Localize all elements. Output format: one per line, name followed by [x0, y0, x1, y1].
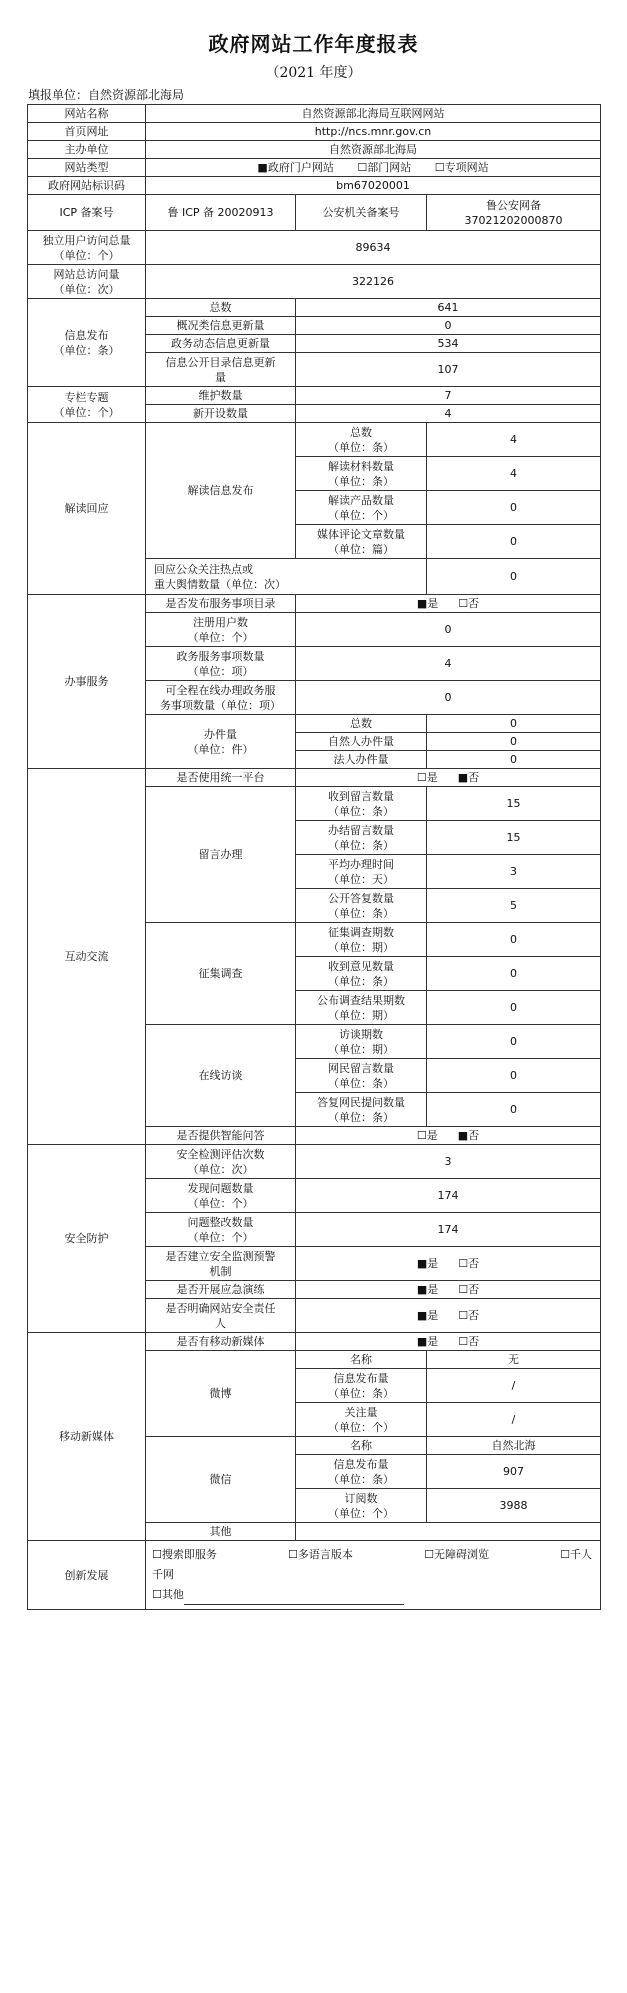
option-yes: ■是	[416, 1335, 439, 1348]
msg-reply: 5	[427, 889, 601, 923]
survey-results-label	[296, 991, 427, 1025]
label-line: 机制	[209, 1264, 232, 1278]
checkbox-empty-icon: ☐	[434, 161, 445, 174]
info-label-line: 信息发布	[64, 328, 109, 342]
innovation-options	[146, 1541, 601, 1610]
checkbox-empty-icon: ☐	[357, 161, 368, 174]
pv-label-unit: （单位：次）	[53, 282, 120, 296]
icp-number: 鲁 ICP 备 20020913	[146, 195, 296, 231]
option-no: ☐否	[458, 1257, 480, 1270]
info-open-line: 信息公开目录信息更新	[165, 355, 276, 369]
uv-label-unit: （单位：个）	[53, 248, 120, 262]
wechat-label: 微信	[146, 1437, 296, 1523]
label-unit: （单位：条）	[328, 974, 394, 988]
site-type-options	[146, 159, 601, 177]
label-unit: （单位：天）	[328, 872, 394, 886]
option-yes: ■是	[416, 1309, 439, 1322]
label-line: 重大舆情数量（单位：次）	[154, 577, 286, 591]
mobile-has-label: 是否有移动新媒体	[146, 1333, 296, 1351]
label-unit: （单位：条）	[328, 838, 394, 852]
option-no: ■否	[457, 771, 480, 784]
msg-recv-label	[296, 787, 427, 821]
row-host	[28, 141, 601, 159]
column-new-label: 新开设数量	[146, 405, 296, 423]
service-online-label	[146, 681, 296, 715]
service-items-label	[146, 647, 296, 681]
interpret-respond-label	[146, 559, 427, 595]
row-site-type	[28, 159, 601, 177]
label-line: 公开答复数量	[328, 891, 394, 905]
info-open-label	[146, 353, 296, 387]
talk-msgs: 0	[427, 1059, 601, 1093]
option-yes: ☐是	[416, 1129, 438, 1142]
option-no: ☐否	[458, 1309, 480, 1322]
label-line: 注册用户数	[193, 615, 248, 629]
talk-msgs-label	[296, 1059, 427, 1093]
label-unit: （单位：条）	[328, 906, 394, 920]
label-line: 信息发布量	[333, 1371, 389, 1385]
survey-periods: 0	[427, 923, 601, 957]
type-option-label: 政府门户网站	[267, 161, 334, 174]
innovation-option-qianren-cont: 千网	[152, 1568, 174, 1581]
msg-done-label	[296, 821, 427, 855]
interpret-total-label	[296, 423, 427, 457]
mobile-section-label: 移动新媒体	[28, 1333, 146, 1541]
label-line: 信息发布量	[333, 1457, 389, 1471]
site-name-label: 网站名称	[28, 105, 146, 123]
icp-label: ICP 备案号	[28, 195, 146, 231]
label-line: 回应公众关注热点或	[154, 562, 253, 576]
talk-section-label: 在线访谈	[146, 1025, 296, 1127]
service-catalog-label: 是否发布服务事项目录	[146, 595, 296, 613]
survey-opinions-label	[296, 957, 427, 991]
label-line: 答复网民提问数量	[317, 1095, 405, 1109]
label-unit: （单位：个）	[187, 1196, 254, 1210]
sec-drill-options	[296, 1281, 601, 1299]
uv-label-line: 独立用户访问总量	[42, 233, 131, 247]
label-line: 安全检测评估次数	[176, 1147, 265, 1161]
label-unit: （单位：条）	[328, 474, 394, 488]
survey-opinions: 0	[427, 957, 601, 991]
label-line: 务事项数量（单位：项）	[160, 698, 281, 712]
option-no: ☐否	[458, 1283, 480, 1296]
handle-total: 0	[427, 715, 601, 733]
mobile-other	[296, 1523, 601, 1541]
label-line: 人	[215, 1316, 226, 1330]
column-section-label	[28, 387, 146, 423]
talk-periods: 0	[427, 1025, 601, 1059]
police-number-line: 鲁公安网备	[486, 198, 541, 212]
report-table	[27, 104, 601, 1610]
handle-label	[146, 715, 296, 769]
info-open-line: 量	[215, 370, 226, 384]
label-line: 问题整改数量	[187, 1215, 254, 1229]
label-line: 政务服务事项数量	[176, 649, 265, 663]
type-option-label: 部门网站	[367, 161, 412, 174]
row-sec-checks	[28, 1145, 601, 1179]
info-overview-label: 概况类信息更新量	[146, 317, 296, 335]
service-section-label: 办事服务	[28, 595, 146, 769]
label-line: 访谈期数	[339, 1027, 383, 1041]
site-code: bm67020001	[146, 177, 601, 195]
info-overview: 0	[296, 317, 601, 335]
handle-legal: 0	[427, 751, 601, 769]
column-maintain: 7	[296, 387, 601, 405]
msg-avg-label	[296, 855, 427, 889]
filler-unit	[28, 86, 184, 103]
wechat-posts-label	[296, 1455, 427, 1489]
innovation-option-accessible: ☐无障碍浏览	[424, 1548, 489, 1561]
msg-recv: 15	[427, 787, 601, 821]
service-items: 4	[296, 647, 601, 681]
weibo-label: 微博	[146, 1351, 296, 1437]
type-option-portal	[257, 160, 333, 175]
option-yes: ■是	[416, 1283, 439, 1296]
label-unit: （单位：条）	[328, 1076, 394, 1090]
info-news: 534	[296, 335, 601, 353]
report-year: （2021 年度）	[265, 65, 362, 81]
type-option-label: 专项网站	[444, 161, 489, 174]
wechat-name-label: 名称	[296, 1437, 427, 1455]
sec-monitor-label	[146, 1247, 296, 1281]
interpret-product-label	[296, 491, 427, 525]
innovation-option-other: ☐其他	[152, 1588, 184, 1601]
service-users-label	[146, 613, 296, 647]
survey-results: 0	[427, 991, 601, 1025]
uv-label	[28, 231, 146, 265]
homepage-url: http://ncs.mnr.gov.cn	[146, 123, 601, 141]
wechat-subs: 3988	[427, 1489, 601, 1523]
handle-total-label: 总数	[296, 715, 427, 733]
row-column-maintain	[28, 387, 601, 405]
ai-qa-options	[296, 1127, 601, 1145]
sec-fixed: 174	[296, 1213, 601, 1247]
homepage-label: 首页网址	[28, 123, 146, 141]
info-total-label: 总数	[146, 299, 296, 317]
interpret-section-label: 解读回应	[28, 423, 146, 595]
label-line: 网民留言数量	[328, 1061, 394, 1075]
interaction-section-label: 互动交流	[28, 769, 146, 1145]
interpret-total: 4	[427, 423, 601, 457]
label-line: 是否明确网站安全责任	[165, 1301, 276, 1315]
msg-avg: 3	[427, 855, 601, 889]
label-line: 解读材料数量	[328, 459, 394, 473]
label-unit: （单位：条）	[328, 440, 394, 454]
msg-done: 15	[427, 821, 601, 855]
row-mobile-has	[28, 1333, 601, 1351]
sec-drill-label: 是否开展应急演练	[146, 1281, 296, 1299]
label-line: 媒体评论文章数量	[317, 527, 405, 541]
row-homepage	[28, 123, 601, 141]
sec-resp-label	[146, 1299, 296, 1333]
column-label-unit: （单位：个）	[53, 405, 120, 419]
weibo-name-label: 名称	[296, 1351, 427, 1369]
innovation-section-label: 创新发展	[28, 1541, 146, 1610]
host-unit: 自然资源部北海局	[146, 141, 601, 159]
ai-qa-label: 是否提供智能问答	[146, 1127, 296, 1145]
innovation-option-multilang: ☐多语言版本	[288, 1548, 353, 1561]
service-users: 0	[296, 613, 601, 647]
other-blank-line	[184, 1592, 404, 1605]
column-label-line: 专栏专题	[64, 390, 109, 404]
row-innovation	[28, 1541, 601, 1610]
row-service-catalog	[28, 595, 601, 613]
msg-section-label: 留言办理	[146, 787, 296, 923]
interpret-respond: 0	[427, 559, 601, 595]
label-unit: （单位：条）	[328, 1386, 394, 1400]
label-line: 可全程在线办理政务服	[165, 683, 276, 697]
mobile-has-options	[296, 1333, 601, 1351]
row-platform	[28, 769, 601, 787]
sec-checks: 3	[296, 1145, 601, 1179]
label-unit: （单位：个）	[328, 1506, 394, 1520]
checkbox-checked-icon: ■	[257, 161, 268, 174]
pv-label	[28, 265, 146, 299]
option-no: ☐否	[458, 597, 480, 610]
talk-answers: 0	[427, 1093, 601, 1127]
mobile-other-label: 其他	[146, 1523, 296, 1541]
police-number-line: 37021202000870	[464, 213, 563, 227]
label-line: 关注量	[344, 1405, 378, 1419]
platform-label: 是否使用统一平台	[146, 769, 296, 787]
site-code-label: 政府网站标识码	[28, 177, 146, 195]
interpret-material: 4	[427, 457, 601, 491]
police-number	[427, 195, 601, 231]
label-unit: （单位：个）	[328, 1420, 394, 1434]
label-unit: （单位：期）	[328, 1042, 394, 1056]
report-title: 政府网站工作年度报表	[208, 32, 419, 56]
label-line: 收到意见数量	[328, 959, 394, 973]
label-line: 是否建立安全监测预警	[165, 1249, 276, 1263]
police-label: 公安机关备案号	[296, 195, 427, 231]
label-unit: （单位：期）	[328, 1008, 394, 1022]
innovation-line-1	[152, 1545, 594, 1565]
handle-legal-label: 法人办件量	[296, 751, 427, 769]
survey-periods-label	[296, 923, 427, 957]
label-unit: （单位：条）	[328, 804, 394, 818]
label-line: 办结留言数量	[328, 823, 394, 837]
type-option-special	[435, 160, 489, 175]
info-news-label: 政务动态信息更新量	[146, 335, 296, 353]
label-unit: （单位：期）	[328, 940, 394, 954]
option-no: ☐否	[458, 1335, 480, 1348]
filler-value: 自然资源部北海局	[88, 88, 185, 102]
row-icp	[28, 195, 601, 231]
site-type-label: 网站类型	[28, 159, 146, 177]
label-line: 解读产品数量	[328, 493, 394, 507]
type-option-department	[357, 160, 411, 175]
label-unit: （单位：次）	[187, 1162, 254, 1176]
weibo-name: 无	[427, 1351, 601, 1369]
row-unique-visitors	[28, 231, 601, 265]
label-line: 收到留言数量	[328, 789, 394, 803]
sec-monitor-options	[296, 1247, 601, 1281]
label-line: 办件量	[204, 727, 237, 741]
option-yes: ■是	[416, 1257, 439, 1270]
uv-value: 89634	[146, 231, 601, 265]
weibo-posts: /	[427, 1369, 601, 1403]
filler-label: 填报单位：	[28, 88, 89, 102]
row-site-code	[28, 177, 601, 195]
innovation-line-3	[152, 1585, 594, 1605]
info-open: 107	[296, 353, 601, 387]
pv-label-line: 网站总访问量	[53, 267, 120, 281]
innovation-option-search: ☐搜索即服务	[152, 1548, 217, 1561]
row-interpret-total	[28, 423, 601, 457]
sec-found-label	[146, 1179, 296, 1213]
wechat-name: 自然北海	[427, 1437, 601, 1455]
label-unit: （单位：条）	[328, 1472, 394, 1486]
handle-person: 0	[427, 733, 601, 751]
interpret-publish-label: 解读信息发布	[146, 423, 296, 559]
row-info-total	[28, 299, 601, 317]
weibo-follow: /	[427, 1403, 601, 1437]
label-unit: （单位：个）	[187, 1230, 254, 1244]
host-label: 主办单位	[28, 141, 146, 159]
option-yes: ☐是	[416, 771, 438, 784]
label-line: 平均办理时间	[328, 857, 394, 871]
label-unit: （单位：项）	[187, 664, 254, 678]
service-catalog-options	[296, 595, 601, 613]
service-online: 0	[296, 681, 601, 715]
sec-checks-label	[146, 1145, 296, 1179]
label-line: 发现问题数量	[187, 1181, 254, 1195]
label-unit: （单位：件）	[187, 742, 254, 756]
platform-options	[296, 769, 601, 787]
interpret-media: 0	[427, 525, 601, 559]
option-yes: ■是	[416, 597, 439, 610]
label-unit: （单位：个）	[328, 508, 394, 522]
label-line: 征集调查期数	[328, 925, 394, 939]
msg-reply-label	[296, 889, 427, 923]
weibo-posts-label	[296, 1369, 427, 1403]
row-site-name	[28, 105, 601, 123]
label-line: 公布调查结果期数	[317, 993, 405, 1007]
talk-periods-label	[296, 1025, 427, 1059]
interpret-product: 0	[427, 491, 601, 525]
label-unit: （单位：条）	[328, 1110, 394, 1124]
survey-section-label: 征集调查	[146, 923, 296, 1025]
site-name: 自然资源部北海局互联网网站	[146, 105, 601, 123]
talk-answers-label	[296, 1093, 427, 1127]
innovation-option-qianren: ☐千人	[560, 1548, 593, 1561]
label-line: 总数	[350, 425, 372, 439]
handle-person-label: 自然人办件量	[296, 733, 427, 751]
sec-found: 174	[296, 1179, 601, 1213]
wechat-subs-label	[296, 1489, 427, 1523]
column-maintain-label: 维护数量	[146, 387, 296, 405]
security-section-label: 安全防护	[28, 1145, 146, 1333]
column-new: 4	[296, 405, 601, 423]
wechat-posts: 907	[427, 1455, 601, 1489]
label-unit: （单位：篇）	[328, 542, 394, 556]
pv-value: 322126	[146, 265, 601, 299]
sec-resp-options	[296, 1299, 601, 1333]
label-line: 订阅数	[344, 1491, 378, 1505]
option-no: ■否	[457, 1129, 480, 1142]
innovation-line-2	[152, 1565, 594, 1585]
sec-fixed-label	[146, 1213, 296, 1247]
label-unit: （单位：个）	[187, 630, 254, 644]
row-page-views	[28, 265, 601, 299]
weibo-follow-label	[296, 1403, 427, 1437]
info-label-unit: （单位：条）	[53, 343, 120, 357]
info-section-label	[28, 299, 146, 387]
interpret-media-label	[296, 525, 427, 559]
interpret-material-label	[296, 457, 427, 491]
info-total: 641	[296, 299, 601, 317]
